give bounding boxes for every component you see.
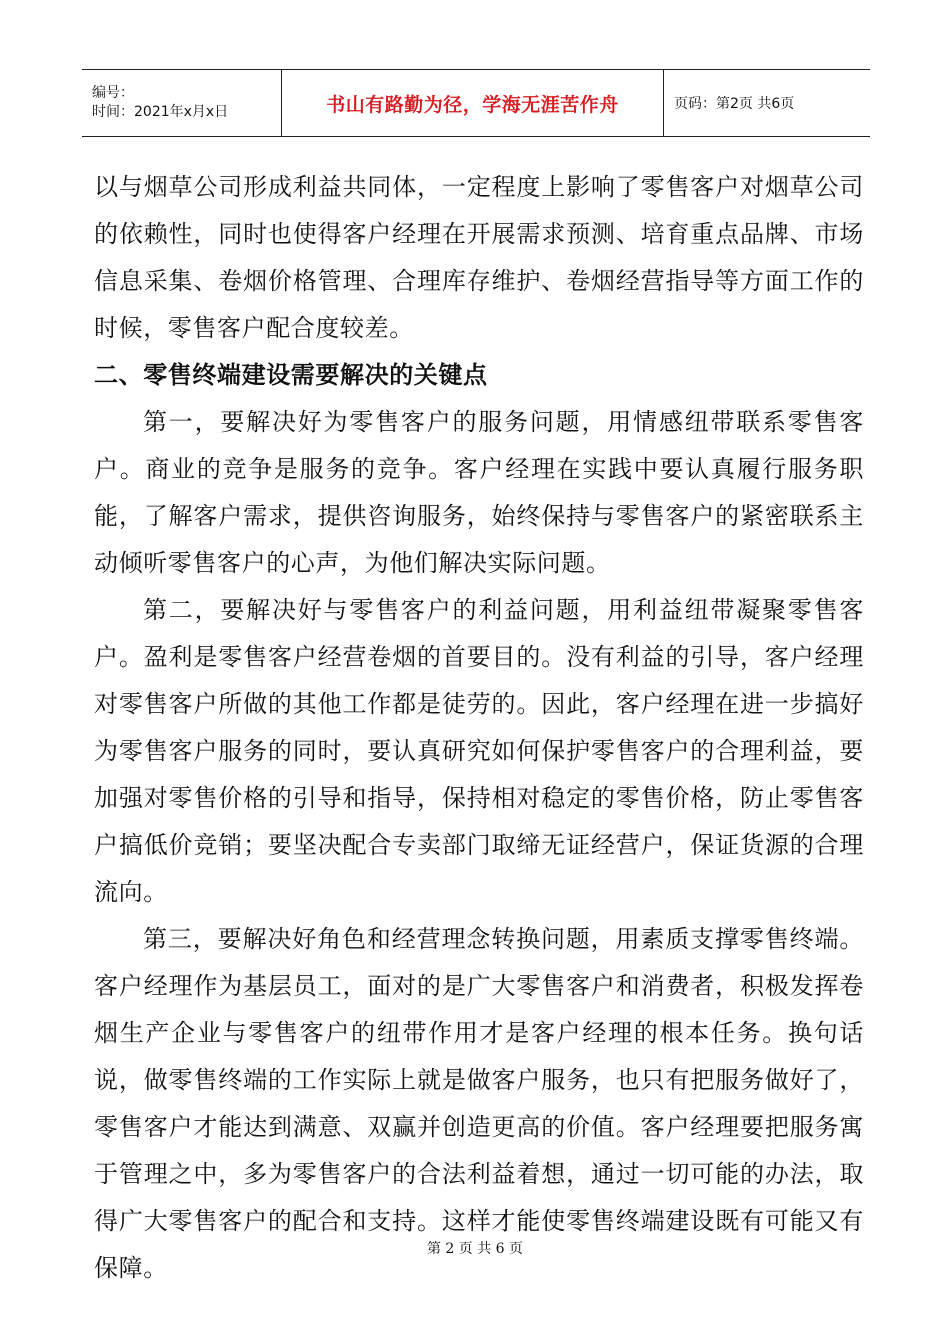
paragraph-second-point: 第二，要解决好与零售客户的利益问题，用利益纽带凝聚零售客户。盈利是零售客户经营卷烟的首要目的。没有利益的引导，客户经理对零售客户所做的其他工作都是徒劳的。因此，客户经理在进一步搞好为零售客户服务的同时，要认真研究如何保护零售客户的合理利益，要加强对零售价格的引导和指导，保持相对稳定的零售价格，防止零售客户搞低价竞销；要坚决配合专卖部门取缔无证经营户，保证货源的合理流向。: [94, 596, 864, 906]
time-label: 时间：2021年x月x日: [92, 104, 229, 120]
header-page-code-cell: [664, 70, 870, 136]
paragraph-first-point: 第一，要解决好为零售客户的服务问题，用情感纽带联系零售客户。商业的竞争是服务的竞争。客户经理在实践中要认真履行服务职能，了解客户需求，提供咨询服务，始终保持与零售客户的紧密联系主动倾听零售客户的心声，为他们解决实际问题。: [94, 408, 864, 577]
page-footer: 第 2 页 共 6 页: [426, 1241, 524, 1257]
page-code: 页码：第2页 共6页: [674, 96, 795, 112]
header-meta: [82, 70, 282, 136]
motto: 书山有路勤为径，学海无涯苦作舟: [326, 93, 619, 116]
document-header: [82, 69, 870, 137]
header-motto-cell: [282, 70, 664, 136]
section-heading: 二、零售终端建设需要解决的关键点: [94, 361, 488, 389]
number-label: 编号：: [92, 85, 134, 101]
document-body: [94, 164, 864, 1292]
paragraph-third-point: 第三，要解决好角色和经营理念转换问题，用素质支撑零售终端。客户经理作为基层员工，面对的是广大零售客户和消费者，积极发挥卷烟生产企业与零售客户的纽带作用才是客户经理的根本任务。换句话说，做零售终端的工作实际上就是做客户服务，也只有把服务做好了，零售客户才能达到满意、双赢并创造更高的价值。客户经理要把服务寓于管理之中，多为零售客户的合法利益着想，通过一切可能的办法，取得广大零售客户的配合和支持。这样才能使零售终端建设既有可能又有保障。: [94, 925, 864, 1282]
paragraph-continuation: 以与烟草公司形成利益共同体，一定程度上影响了零售客户对烟草公司的依赖性，同时也使得客户经理在开展需求预测、培育重点品牌、市场信息采集、卷烟价格管理、合理库存维护、卷烟经营指导等方面工作的时候，零售客户配合度较差。: [94, 173, 864, 342]
